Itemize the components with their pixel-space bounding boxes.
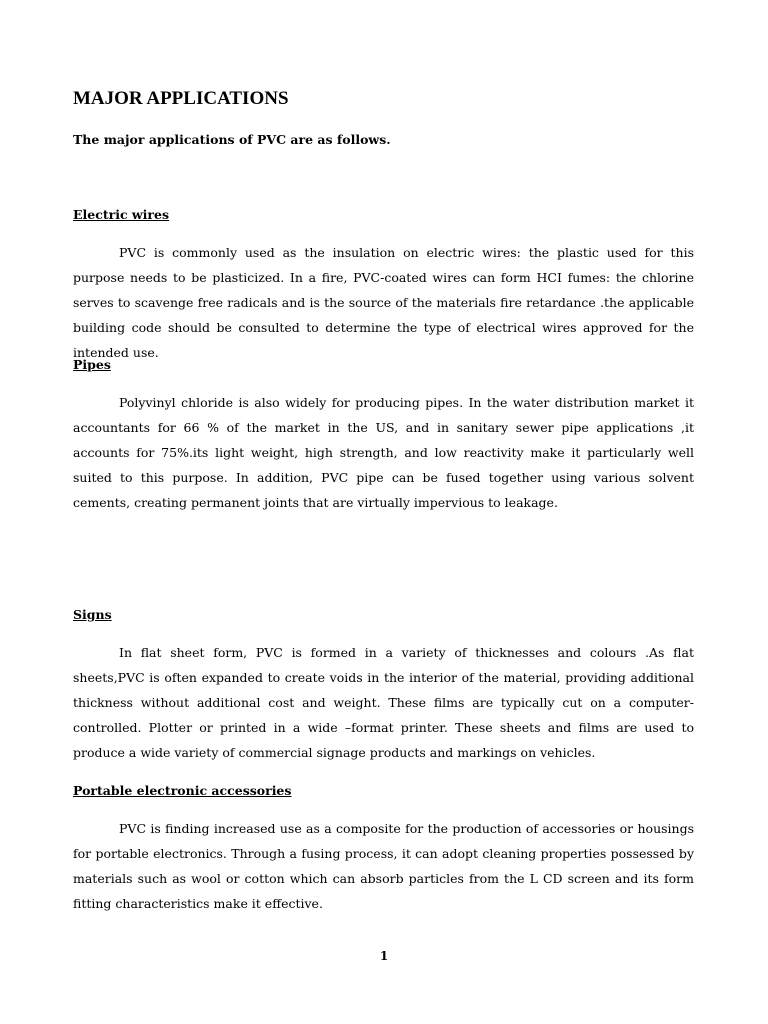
section-body-portable-electronic-accessories: PVC is finding increased use as a composite for the production of accessories or housings for portable electronics. Through a fusing process, it can adopt cleaning properties possessed by materials such as wool or cotton which can absorb particles from the L CD screen and its form fitting characteristics make it effective. xyxy=(73,821,694,911)
section-heading-portable-electronic-accessories: Portable electronic accessories xyxy=(73,783,292,798)
page-title: MAJOR APPLICATIONS xyxy=(73,88,289,109)
intro-text: The major applications of PVC are as follows. xyxy=(73,132,391,147)
section-body-signs: In flat sheet form, PVC is formed in a variety of thicknesses and colours .As flat sheets,PVC is often expanded to create voids in the interior of the material, providing additional thickness without additional cost and weight. These films are typically cut on a computer-controlled. Plotter or printed in a wide –format printer. These sheets and films are used to produce a wide variety of commercial signage products and markings on vehicles. xyxy=(73,645,694,760)
section-heading-electric-wires: Electric wires xyxy=(73,207,169,222)
section-heading-signs: Signs xyxy=(73,607,112,622)
page-number: 1 xyxy=(379,949,389,963)
section-heading-pipes: Pipes xyxy=(73,357,111,372)
section-body-pipes: Polyvinyl chloride is also widely for producing pipes. In the water distribution market it accountants for 66 % of the market in the US, and in sanitary sewer pipe applications ,it accounts for 75%.its light weight, high strength, and low reactivity make it particularly well suited to this purpose. In addition, PVC pipe can be fused together using various solvent cements, creating permanent joints that are virtually impervious to leakage. xyxy=(73,395,694,510)
section-body-electric-wires: PVC is commonly used as the insulation on electric wires: the plastic used for this purpose needs to be plasticized. In a fire, PVC-coated wires can form HCI fumes: the chlorine serves to scavenge free radicals and is the source of the materials fire retardance .the applicable building code should be consulted to determine the type of electrical wires approved for the intended use. xyxy=(73,245,694,360)
